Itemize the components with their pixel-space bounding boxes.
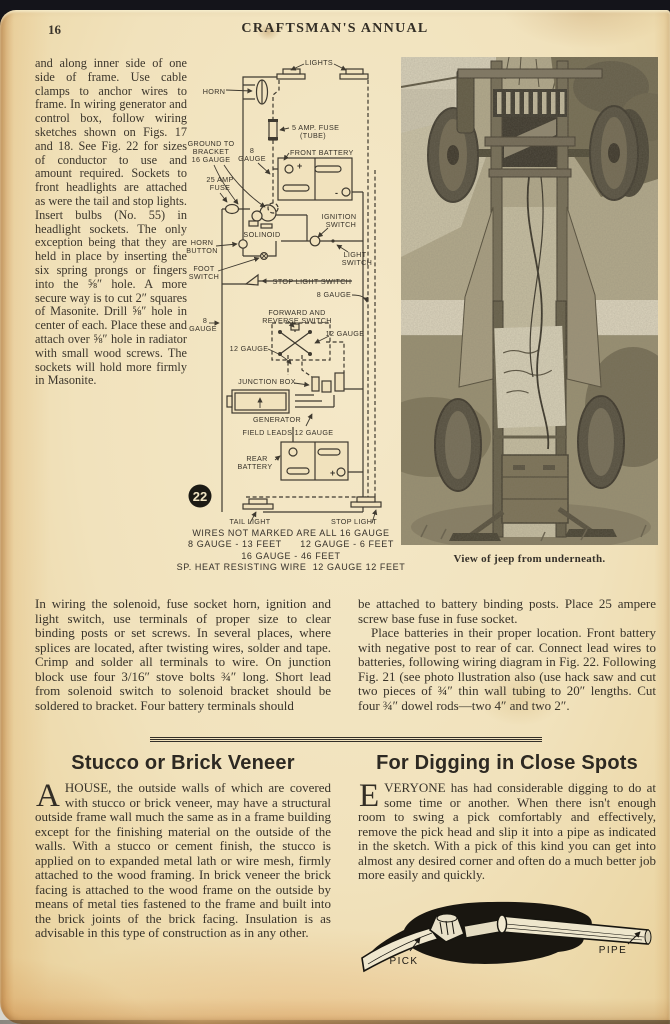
diagram-label-8gauge-top-1: 8 <box>249 146 255 155</box>
diagram-label-generator: GENERATOR <box>252 415 302 424</box>
diagram-label-foot-switch-1: FOOT <box>193 264 215 273</box>
wiring-components <box>189 69 382 509</box>
diagram-label-ground-3: 16 GAUGE <box>191 155 231 164</box>
front-battery-plus: + <box>297 161 303 171</box>
diagram-note: SP. HEAT RESISTING WIRE 12 GAUGE 12 FEET <box>176 562 406 573</box>
rear-battery-plus: + <box>330 468 336 478</box>
diagram-label-horn-button-2: BUTTON <box>186 246 218 255</box>
diagram-note: WIRES NOT MARKED ARE ALL 16 GAUGE <box>192 528 390 538</box>
diagram-label-ground-1: GROUND TO <box>187 139 235 148</box>
wiring-diagram-figure <box>176 55 406 527</box>
diagram-label-junction-box: JUNCTION BOX <box>238 377 296 386</box>
diagram-label-rear-2: BATTERY <box>237 462 273 471</box>
diagram-label-ignition-2: SWITCH <box>325 220 357 229</box>
middle-right-paragraph-2: Place batteries in their proper location. Front battery with negative post to rear of car. Connect lead wires to batteries, following wiring diagram in Fig. 22. Following Fig. 21 (see photo llustration also (use hack saw and cut two pieces of ¾″ thin wall tubing to 20″ lengths. Cut four ¾″ dowel rods—two 4″ and two 2″. <box>358 625 656 713</box>
diagram-label-fwd-rev-1: FORWARD AND <box>268 308 326 317</box>
photo-caption: View of jeep from underneath. <box>453 553 606 565</box>
section-body-stucco <box>35 778 331 941</box>
section-heading-stucco: Stucco or Brick Veneer <box>71 752 295 774</box>
diagram-label-lights: LIGHTS <box>304 58 334 67</box>
diagram-label-fuse5-1: 5 AMP. FUSE <box>292 123 340 132</box>
diagram-label-8gauge-left-2: GAUGE <box>189 324 217 333</box>
diagram-label-stop-light-switch: STOP LIGHT SWITCH <box>272 277 352 286</box>
diagram-label-rear-1: REAR <box>246 454 268 463</box>
middle-right-paragraph-1: be attached to battery binding posts. Place 25 ampere screw base fuse in fuse socket. <box>358 596 656 626</box>
diagram-label-25amp-1: 25 AMP <box>206 175 234 184</box>
diagram-label-horn-button-1: HORN <box>190 238 214 247</box>
dropcap-e: E <box>359 778 380 814</box>
middle-column-left: In wiring the solenoid, fuse socket horn, ignition and light switch, use terminals of proper size to clear binding posts or set screws. In several places, where splices are located, after twisting wires, solder and tape. Crimp and solder all terminals to wire. On junction block use four 3/16″ stove bolts ¾″ long. Short lead from solenoid switch to solenoid bracket should be soldered to bracket. Four battery terminals should <box>35 596 331 713</box>
left-column-text: and along inner side of one side of frame. Use cable clamps to anchor wires to frame. In wiring generator and control box, follow wiring sketches shown on Figs. 17 and 18. See Fig. 22 for sizes of conductor to use and amount required. Sockets to front headlights are attached as were the tail and stop lights. Insert bulbs (No. 55) in headlight sockets. The only exception being that they are held in place by inserting the six spring prongs or fingers into the ⅝″ hole. A more secure way is to cut 2″ squares of Masonite. Drill ⅝″ hole in center of each. Place these and attach over ⅝″ hole in radiator with small wood screws. The sockets will hold more firmly in Masonite. <box>35 56 187 388</box>
page-number: 16 <box>48 22 61 37</box>
pick-pipe-sketch <box>352 888 658 998</box>
page-bottom-edge <box>0 1020 670 1024</box>
diagram-label-ground-2: BRACKET <box>192 147 230 156</box>
diagram-label-solenoid: SOLINOID <box>243 230 281 239</box>
diagram-label-field-leads: FIELD LEADS 12 GAUGE <box>242 428 334 437</box>
diagram-label-fuse5-2: (TUBE) <box>300 131 327 140</box>
pipe-label: PIPE <box>598 945 628 956</box>
diagram-label-stop-light: STOP LIGHT <box>331 517 377 526</box>
diagram-label-light-switch-1: LIGHT <box>343 250 367 259</box>
journal-title: CRAFTSMAN'S ANNUAL <box>241 21 429 36</box>
diagram-label-12gauge-left: 12 GAUGE <box>229 344 269 353</box>
dropcap-a: A <box>36 778 60 814</box>
diagram-label-12gauge-right: 12 GAUGE <box>325 329 365 338</box>
diagram-label-8gauge-right: 8 GAUGE <box>316 290 352 299</box>
diagram-label-fwd-rev-2: REVERSE SWITCH <box>262 316 332 325</box>
stucco-text: HOUSE, the outside walls of which are covered with stucco or brick veneer, may have a structural outside frame wall much the same as in a frame building except for the finishing material on the outside of the walls. With a stucco or cement finish, the stucco is applied on to expanded metal lath or wire mesh, firmly attached to the wood framing. In brick veneer the brick facing is attached to the wood frame on the outside by means of metal ties fastened to the frame and built into the brick joints of the brick facing. Insulation is as advisable in this type of construction as in any other. <box>35 780 331 940</box>
diagram-label-light-switch-2: SWITCH <box>341 258 373 267</box>
pipe-mouth <box>498 915 507 933</box>
jeep-photo <box>401 57 658 545</box>
digging-text: VERYONE has had considerable digging to do at some time or another. When there isn't enough room to swing a pick comfortably and effectively, remove the pick head and slip it into a pipe as indicated in the sketch. With a pick of this kind you can get into almost any desired corner and often do a much better job more easily and quickly. <box>358 780 656 882</box>
diagram-label-8gauge-left-1: 8 <box>202 316 208 325</box>
middle-column-right <box>358 597 656 713</box>
section-heading-digging: For Digging in Close Spots <box>376 752 638 774</box>
front-battery-minus: - <box>335 188 338 198</box>
diagram-label-tail-light: TAIL LIGHT <box>229 517 271 526</box>
section-body-digging <box>358 778 656 883</box>
section-divider-rule <box>150 737 542 742</box>
figure-number: 22 <box>192 489 208 504</box>
page-paper <box>0 10 670 1024</box>
pick-label: PICK <box>389 956 419 967</box>
diagram-label-horn: HORN <box>202 87 226 96</box>
photo-grain <box>401 57 658 545</box>
diagram-label-8gauge-top-2: GAUGE <box>238 154 266 163</box>
diagram-note: 8 GAUGE - 13 FEET 12 GAUGE - 6 FEET <box>188 539 394 550</box>
diagram-label-ignition-1: IGNITION <box>321 212 357 221</box>
diagram-notes <box>160 528 422 574</box>
diagram-label-25amp-2: FUSE <box>209 183 231 192</box>
diagram-label-front-battery: FRONT BATTERY <box>290 148 354 157</box>
diagram-label-foot-switch-2: SWITCH <box>188 272 220 281</box>
diagram-note: 16 GAUGE - 46 FEET <box>241 550 341 561</box>
